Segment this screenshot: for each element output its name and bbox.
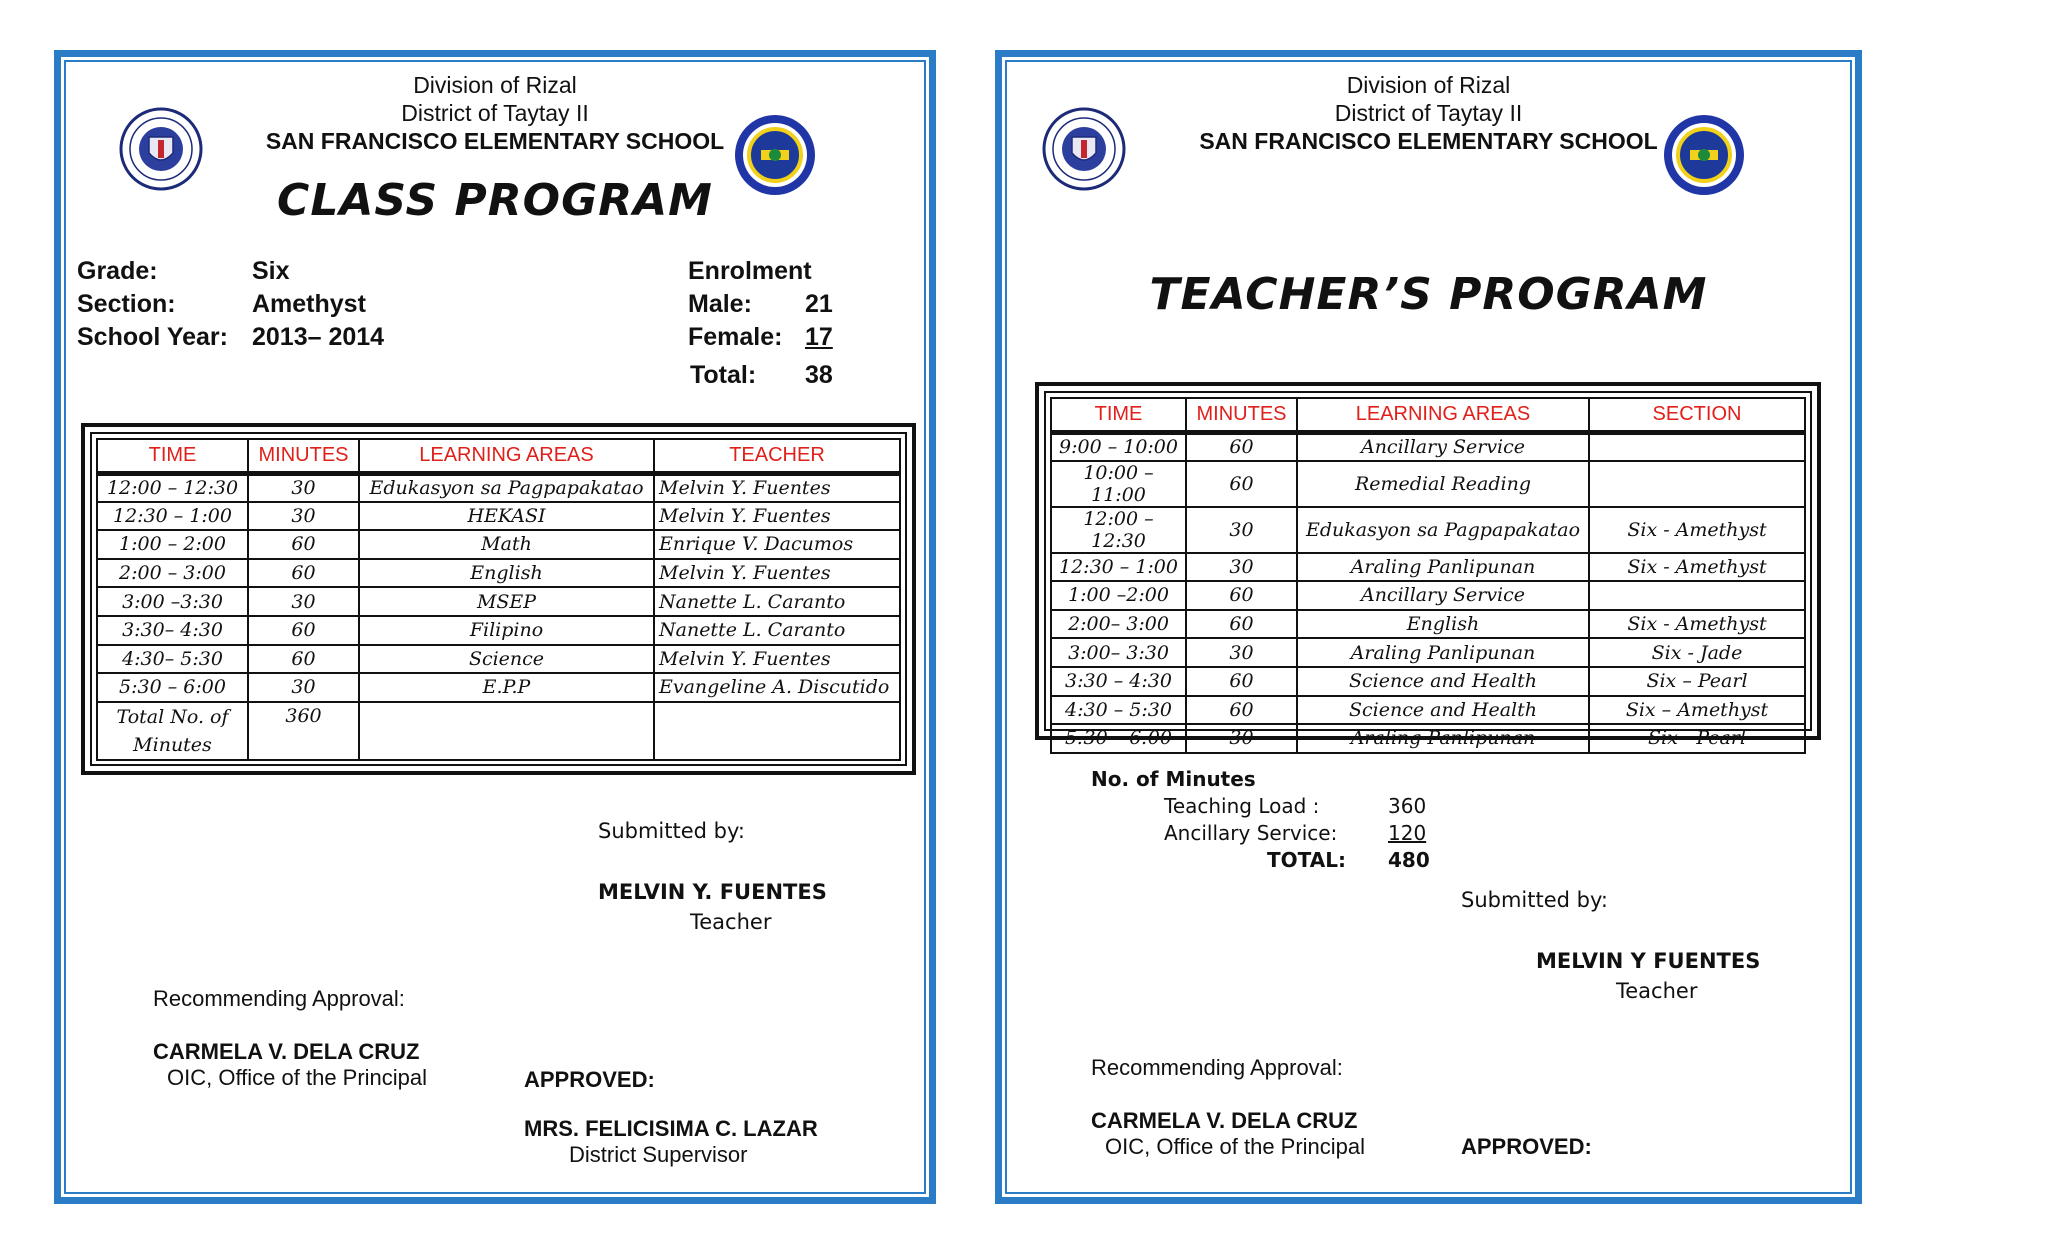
enrolment-label: Enrolment: [688, 257, 812, 285]
table-row: [1051, 638, 1805, 667]
time-cell: 12:30 – 1:00: [97, 502, 248, 531]
table-row: [1051, 507, 1805, 553]
teacher-cell: Nanette L. Caranto: [654, 587, 900, 616]
recommender-role: OIC, Office of the Principal: [1105, 1134, 1366, 1159]
teacher-program-document: [995, 50, 1862, 1204]
time-cell: 4:30 – 5:30: [1051, 696, 1186, 725]
minutes-cell: 30: [1186, 507, 1297, 553]
table-row: [1051, 432, 1805, 461]
teacher-schedule-table-frame: [1035, 382, 1821, 750]
table-row: [97, 530, 900, 559]
minutes-total-value: 480: [1388, 848, 1430, 872]
section-cell: [1589, 581, 1805, 610]
table-row: [97, 616, 900, 645]
table-row: [97, 673, 900, 702]
section-cell: Six - Amethyst: [1589, 610, 1805, 639]
program-title: TEACHER’S PROGRAM: [1149, 269, 1708, 320]
recommending-approval-label: Recommending Approval:: [1091, 1055, 1343, 1080]
total-minutes-label: [97, 702, 248, 760]
minutes-cell: 60: [1186, 581, 1297, 610]
ancillary-service-value: 120: [1388, 821, 1427, 845]
minutes-cell: 60: [248, 616, 359, 645]
table-row: [97, 587, 900, 616]
table-header-row: [97, 439, 900, 473]
time-cell: 2:00– 3:00: [1051, 610, 1186, 639]
table-row: [97, 645, 900, 674]
learning-area-cell: Ancillary Service: [1297, 581, 1589, 610]
minutes-cell: 60: [248, 645, 359, 674]
section-cell: Six - Pearl: [1589, 724, 1805, 753]
district-text: District of Taytay II: [1334, 100, 1523, 126]
total-value: 38: [805, 361, 833, 389]
table-row: [97, 502, 900, 531]
minutes-cell: 60: [1186, 461, 1297, 507]
male-value: 21: [805, 290, 833, 318]
learning-area-cell: E.P.P: [359, 673, 654, 702]
school-year-label: School Year:: [77, 323, 228, 351]
submitter-name: MELVIN Y. FUENTES: [598, 880, 827, 904]
ancillary-service-label: Ancillary Service:: [1164, 821, 1338, 845]
column-header-time: TIME: [1051, 398, 1186, 432]
time-cell: 4:30– 5:30: [97, 645, 248, 674]
time-cell: 3:00– 3:30: [1051, 638, 1186, 667]
section-cell: Six - Amethyst: [1589, 507, 1805, 553]
total-label: Total:: [690, 361, 757, 389]
recommending-approval-label: Recommending Approval:: [153, 986, 405, 1011]
column-header-learning-areas: LEARNING AREAS: [1297, 398, 1589, 432]
section-label: Section:: [77, 290, 176, 318]
deped-seal-icon: [1042, 107, 1126, 191]
school-name: SAN FRANCISCO ELEMENTARY SCHOOL: [1199, 128, 1658, 154]
approved-label: APPROVED:: [1461, 1134, 1592, 1159]
learning-area-cell: Math: [359, 530, 654, 559]
total-minutes-value: 360: [248, 702, 359, 760]
class-schedule-table-frame: [81, 423, 916, 775]
table-row: [97, 559, 900, 588]
minutes-cell: 60: [1186, 610, 1297, 639]
section-cell: Six - Jade: [1589, 638, 1805, 667]
time-cell: 12:00 – 12:30: [97, 473, 248, 502]
school-name: SAN FRANCISCO ELEMENTARY SCHOOL: [265, 128, 725, 154]
table-row: [1051, 461, 1805, 507]
teacher-cell: Melvin Y. Fuentes: [654, 559, 900, 588]
learning-area-cell: Remedial Reading: [1297, 461, 1589, 507]
submitted-by-label: Submitted by:: [598, 819, 745, 843]
learning-area-cell: Science and Health: [1297, 696, 1589, 725]
table-row: [1051, 581, 1805, 610]
learning-area-cell: HEKASI: [359, 502, 654, 531]
division-text: Division of Rizal: [413, 72, 577, 98]
learning-area-cell: Ancillary Service: [1297, 432, 1589, 461]
school-seal-icon: [1662, 113, 1746, 197]
empty-cell: [359, 702, 654, 760]
minutes-heading: No. of Minutes: [1091, 767, 1256, 791]
time-cell: 3:00 –3:30: [97, 587, 248, 616]
column-header-section: SECTION: [1589, 398, 1805, 432]
minutes-cell: 60: [248, 559, 359, 588]
male-label: Male:: [688, 290, 752, 318]
grade-value: Six: [252, 257, 290, 285]
section-cell: Six – Pearl: [1589, 667, 1805, 696]
time-cell: 1:00 –2:00: [1051, 581, 1186, 610]
time-cell: 3:30– 4:30: [97, 616, 248, 645]
learning-area-cell: Araling Panlipunan: [1297, 553, 1589, 582]
column-header-time: TIME: [97, 439, 248, 473]
section-cell: Six - Amethyst: [1589, 553, 1805, 582]
time-cell: 12:00 – 12:30: [1051, 507, 1186, 553]
time-cell: 2:00 – 3:00: [97, 559, 248, 588]
learning-area-cell: English: [359, 559, 654, 588]
teacher-cell: Nanette L. Caranto: [654, 616, 900, 645]
minutes-cell: 60: [248, 530, 359, 559]
teacher-cell: Melvin Y. Fuentes: [654, 502, 900, 531]
approver-name: MRS. FELICISIMA C. LAZAR: [524, 1116, 818, 1141]
time-cell: 1:00 – 2:00: [97, 530, 248, 559]
district-text: District of Taytay II: [401, 100, 589, 126]
teacher-cell: Melvin Y. Fuentes: [654, 645, 900, 674]
submitter-role: Teacher: [690, 910, 772, 934]
total-label-line-2: Minutes: [133, 733, 212, 756]
submitted-by-label: Submitted by:: [1461, 888, 1608, 912]
time-cell: 9:00 – 10:00: [1051, 432, 1186, 461]
table-row: [1051, 724, 1805, 753]
class-schedule-table: [96, 438, 901, 761]
minutes-cell: 30: [248, 473, 359, 502]
approved-label: APPROVED:: [524, 1067, 655, 1092]
learning-area-cell: Araling Panlipunan: [1297, 724, 1589, 753]
section-value: Amethyst: [252, 290, 366, 318]
learning-area-cell: Science: [359, 645, 654, 674]
minutes-cell: 30: [248, 502, 359, 531]
time-cell: 5:30 – 6:00: [1051, 724, 1186, 753]
table-header-row: [1051, 398, 1805, 432]
time-cell: 12:30 – 1:00: [1051, 553, 1186, 582]
minutes-cell: 30: [1186, 638, 1297, 667]
minutes-cell: 30: [1186, 553, 1297, 582]
approver-role: District Supervisor: [569, 1142, 748, 1167]
minutes-cell: 30: [248, 587, 359, 616]
table-row: [97, 473, 900, 502]
empty-cell: [654, 702, 900, 760]
recommender-role: OIC, Office of the Principal: [167, 1065, 428, 1090]
teaching-load-value: 360: [1388, 794, 1427, 818]
learning-area-cell: English: [1297, 610, 1589, 639]
total-label-line-1: Total No. of: [116, 705, 229, 728]
recommender-name: CARMELA V. DELA CRUZ: [1091, 1108, 1358, 1133]
table-row: [1051, 667, 1805, 696]
teacher-cell: Enrique V. Dacumos: [654, 530, 900, 559]
column-header-minutes: MINUTES: [1186, 398, 1297, 432]
learning-area-cell: MSEP: [359, 587, 654, 616]
table-row: [1051, 696, 1805, 725]
minutes-cell: 60: [1186, 696, 1297, 725]
table-row: [1051, 553, 1805, 582]
female-value: 17: [805, 323, 833, 351]
time-cell: 10:00 – 11:00: [1051, 461, 1186, 507]
female-label: Female:: [688, 323, 783, 351]
minutes-cell: 30: [1186, 724, 1297, 753]
grade-label: Grade:: [77, 257, 158, 285]
time-cell: 3:30 – 4:30: [1051, 667, 1186, 696]
teacher-cell: Evangeline A. Discutido: [654, 673, 900, 702]
learning-area-cell: Science and Health: [1297, 667, 1589, 696]
table-row: [1051, 610, 1805, 639]
learning-area-cell: Edukasyon sa Pagpapakatao: [1297, 507, 1589, 553]
section-cell: [1589, 432, 1805, 461]
teacher-schedule-table: [1050, 397, 1806, 754]
minutes-cell: 60: [1186, 432, 1297, 461]
time-cell: 5:30 – 6:00: [97, 673, 248, 702]
division-text: Division of Rizal: [1346, 72, 1511, 98]
section-cell: Six – Amethyst: [1589, 696, 1805, 725]
learning-area-cell: Edukasyon sa Pagpapakatao: [359, 473, 654, 502]
recommender-name: CARMELA V. DELA CRUZ: [153, 1039, 420, 1064]
column-header-minutes: MINUTES: [248, 439, 359, 473]
minutes-cell: 30: [248, 673, 359, 702]
teacher-cell: Melvin Y. Fuentes: [654, 473, 900, 502]
program-title: CLASS PROGRAM: [277, 175, 713, 226]
submitter-role: Teacher: [1616, 979, 1698, 1003]
school-year-value: 2013– 2014: [252, 323, 385, 351]
teaching-load-label: Teaching Load :: [1164, 794, 1320, 818]
learning-area-cell: Filipino: [359, 616, 654, 645]
class-program-document: [54, 50, 936, 1204]
submitter-name: MELVIN Y FUENTES: [1536, 949, 1761, 973]
total-minutes-row: [97, 702, 900, 760]
minutes-cell: 60: [1186, 667, 1297, 696]
section-cell: [1589, 461, 1805, 507]
learning-area-cell: Araling Panlipunan: [1297, 638, 1589, 667]
minutes-total-label: TOTAL:: [1267, 848, 1346, 872]
column-header-learning-areas: LEARNING AREAS: [359, 439, 654, 473]
column-header-teacher: TEACHER: [654, 439, 900, 473]
